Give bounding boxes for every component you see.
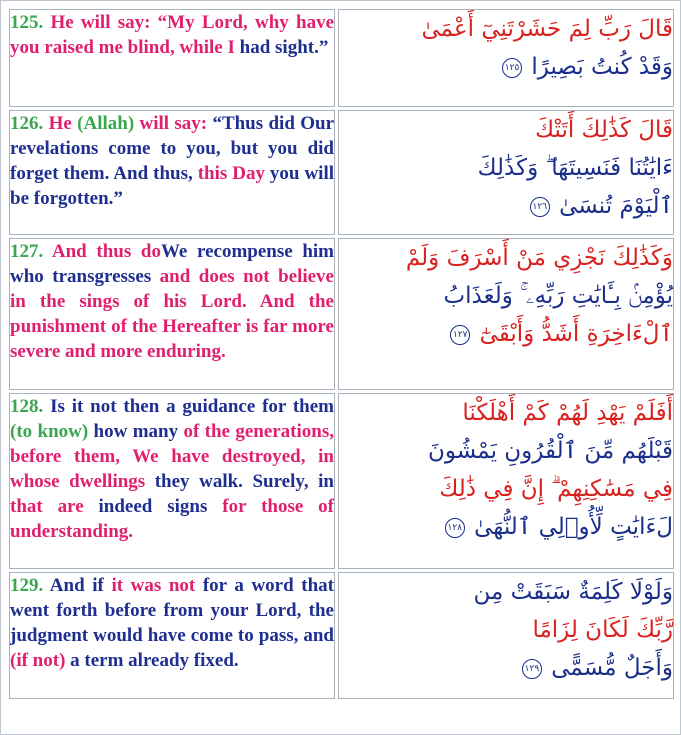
translation-text: they walk. Surely, in — [145, 471, 334, 492]
translation-text: And if — [49, 575, 112, 596]
arabic-verse — [338, 238, 674, 390]
arabic-line: وَكَذَٰلِكَ نَجْزِي مَنْ أَسْرَفَ وَلَمْ — [405, 245, 673, 271]
arabic-verse — [338, 110, 674, 235]
translation-text: and more enduring. — [65, 341, 226, 362]
arabic-verse — [338, 393, 674, 569]
arabic-line: رَّبِّكَ لَكَانَ لِزَامًا — [532, 617, 673, 643]
translation-text: We recompense him who transgresses — [10, 241, 334, 287]
translation-text: for those of understanding. — [10, 496, 335, 542]
arabic-line — [339, 187, 673, 225]
arabic-verse — [338, 572, 674, 699]
translation-text: that are — [10, 496, 84, 517]
translation-text: will say: — [134, 113, 213, 134]
arabic-line-text: وَقَدْ كُنتُ بَصِيرًا — [531, 54, 673, 80]
arabic-line: أَفَلَمْ يَهْدِ لَهُمْ كَمْ أَهْلَكْنَا — [462, 400, 673, 426]
verse-number: 127. — [10, 241, 44, 262]
arabic-line: يُؤْمِنۢ بِـَٔايَٰتِ رَبِّهِۦ ۚ وَلَعَذَابُ — [443, 283, 673, 309]
translation-text: Is it not then a guidance for them — [50, 396, 335, 417]
translation-text: of the generations, before them, We have destroyed, in whose dwellings — [10, 421, 334, 492]
translation-text: “Thus did Our revelations come to you, but you did forget them. And thus, — [10, 113, 334, 184]
arabic-line-text: ٱلْيَوْمَ تُنسَىٰ — [559, 193, 673, 219]
arabic-line-text: وَأَجَلٌ مُّسَمًّى — [551, 655, 673, 681]
verse-number: 125. — [10, 12, 44, 33]
arabic-line: قَبْلَهُم مِّنَ ٱلْقُرُونِ يَمْشُونَ — [427, 438, 673, 464]
translation-text: for a word that went forth before from your Lord, the judgment would have come to pass, and — [10, 575, 334, 646]
verse-table — [6, 6, 677, 702]
arabic-line: فِي مَسَٰكِنِهِمْ ۗ إِنَّ فِي ذَٰلِكَ — [439, 476, 673, 502]
verse-number: 126. — [10, 113, 44, 134]
arabic-line: قَالَ كَذَٰلِكَ أَتَتْكَ — [535, 117, 673, 143]
translation-text: (if not) — [10, 650, 66, 671]
translation-text: indeed signs — [83, 496, 223, 517]
verse-end-marker-icon: ١٢٦ — [530, 197, 550, 217]
arabic-line — [339, 649, 673, 687]
translation-text: And thus do — [51, 241, 161, 262]
english-translation — [9, 238, 335, 390]
arabic-verse — [338, 9, 674, 107]
translation-text: had sight.” — [234, 37, 329, 58]
arabic-line: قَالَ رَبِّ لِمَ حَشَرْتَنِيٓ أَعْمَىٰ — [421, 16, 673, 42]
arabic-line-text: لَءَايَٰتٍ لِّأُو۟لِي ٱلنُّهَىٰ — [474, 514, 673, 540]
verse-row — [9, 393, 674, 569]
english-translation — [9, 572, 335, 699]
verse-end-marker-icon: ١٢٧ — [450, 325, 470, 345]
translation-text: it was not — [111, 575, 196, 596]
verse-number: 129. — [10, 575, 44, 596]
arabic-line — [339, 508, 673, 546]
verse-end-marker-icon: ١٢٩ — [522, 659, 542, 679]
arabic-line — [339, 48, 673, 86]
arabic-line-text: ٱلْءَاخِرَةِ أَشَدُّ وَأَبْقَىٰٓ — [479, 321, 673, 347]
translation-text: you will be forgotten.” — [10, 163, 335, 209]
verse-row — [9, 572, 674, 699]
english-translation — [9, 9, 335, 107]
translation-text: I — [227, 37, 235, 58]
verse-row — [9, 238, 674, 390]
verse-end-marker-icon: ١٢٥ — [502, 58, 522, 78]
arabic-line — [339, 315, 673, 353]
verse-row — [9, 110, 674, 235]
translation-bracket: (to know) — [10, 421, 89, 442]
translation-text: and does not believe in the sings of his Lord. And the punishment of the Hereafter is far more severe — [10, 266, 334, 362]
translation-text: how many — [88, 421, 184, 442]
arabic-line: وَلَوْلَا كَلِمَةٌ سَبَقَتْ مِن — [473, 579, 673, 605]
translation-text: He will say: “My Lord, why have you raised me blind, while — [10, 12, 334, 58]
verse-number: 128. — [10, 396, 44, 417]
translation-text: this Day — [197, 163, 265, 184]
translation-text: a term already fixed. — [65, 650, 239, 671]
translation-bracket: (Allah) — [77, 113, 135, 134]
verse-end-marker-icon: ١٢٨ — [445, 518, 465, 538]
verse-row — [9, 9, 674, 107]
english-translation — [9, 110, 335, 235]
arabic-line: ءَايَٰتُنَا فَنَسِيتَهَا ۖ وَكَذَٰلِكَ — [477, 155, 673, 181]
translation-text: He — [48, 113, 78, 134]
english-translation — [9, 393, 335, 569]
